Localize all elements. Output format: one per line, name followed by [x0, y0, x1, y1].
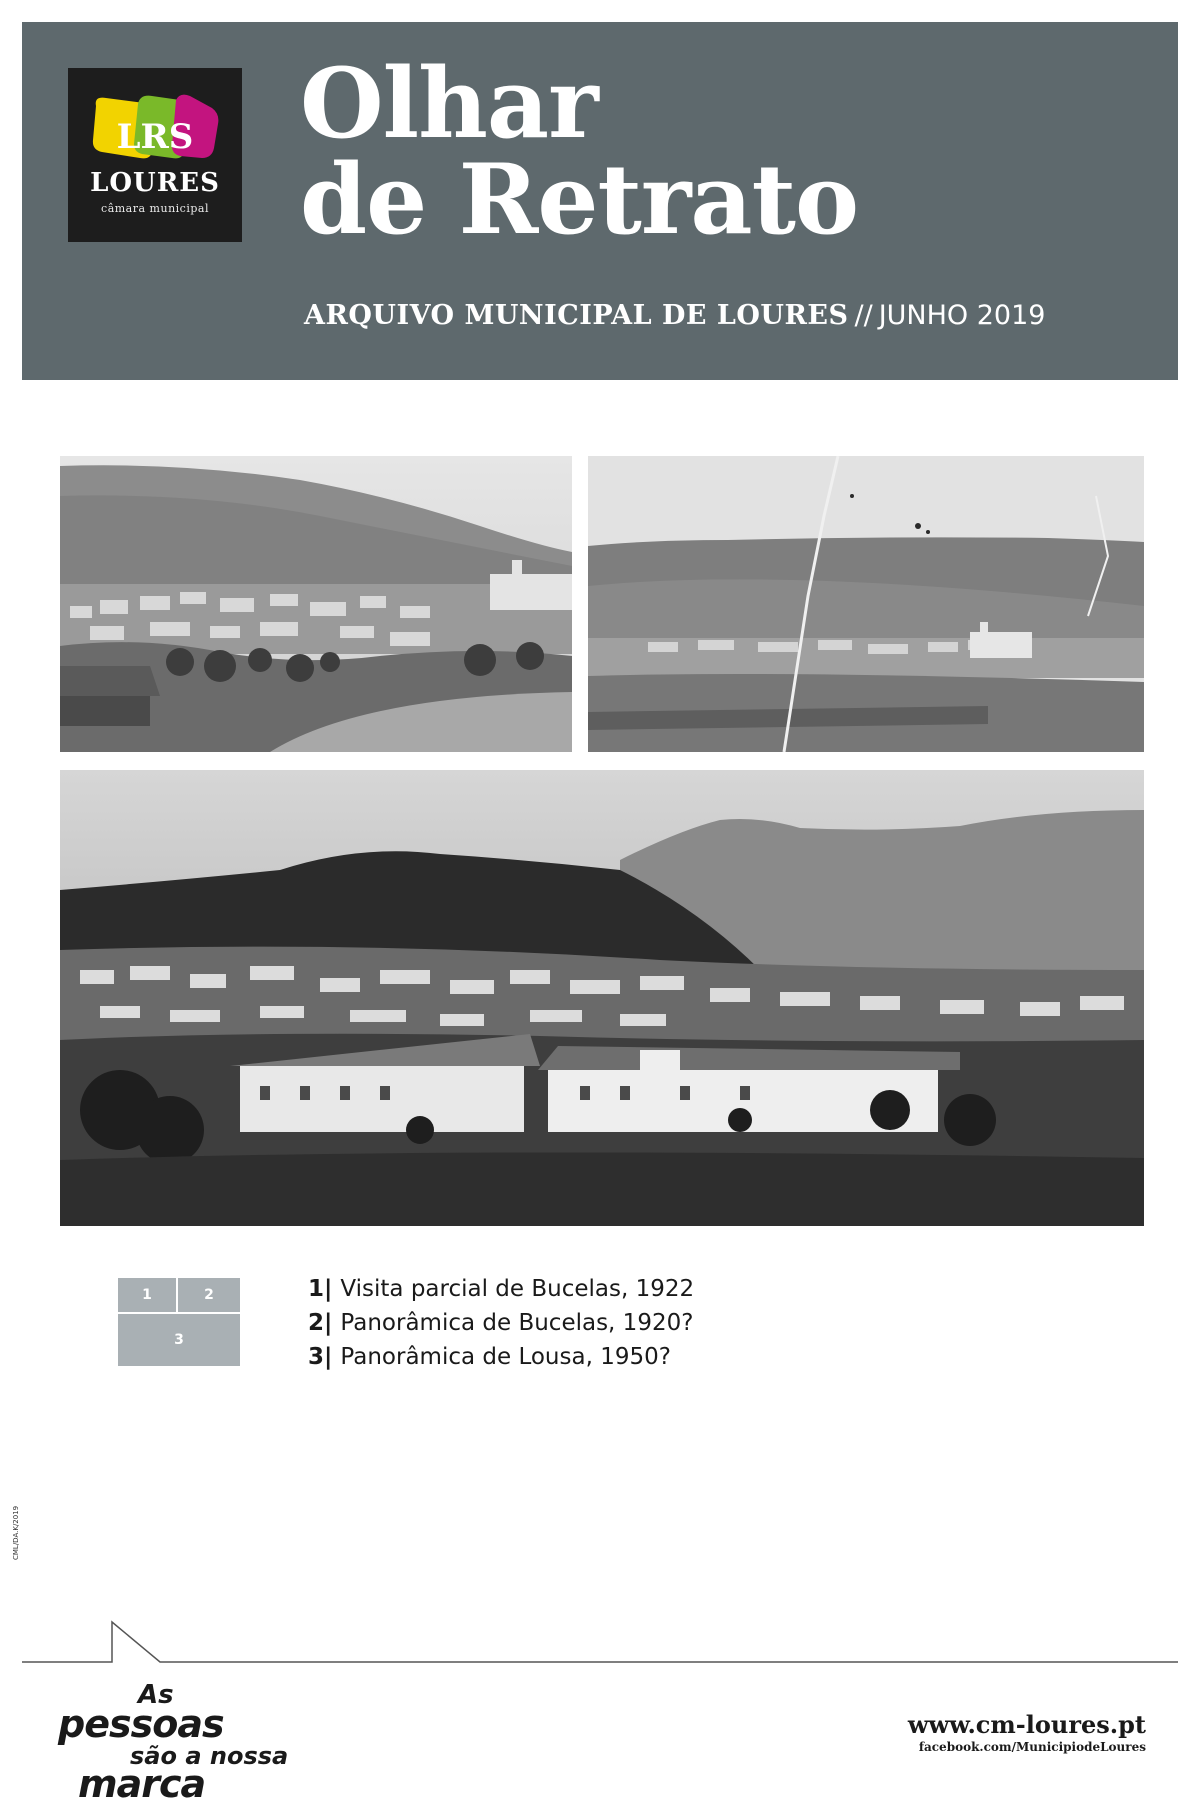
caption-number: 2| [308, 1310, 333, 1336]
logo-subtitle: câmara municipal [101, 202, 209, 215]
photo-2-bucelas-1920 [588, 456, 1144, 752]
title-line-1: Olhar [300, 47, 598, 160]
loures-logo [68, 68, 242, 242]
caption-item [308, 1340, 694, 1374]
photo-layout-legend [118, 1278, 240, 1366]
logo-mark-icon [68, 68, 242, 242]
caption-text: Panorâmica de Lousa, 1950? [340, 1344, 671, 1370]
caption-item [308, 1306, 694, 1340]
subtitle-date: JUNHO 2019 [878, 300, 1046, 331]
caption-number: 3| [308, 1344, 333, 1370]
photo-1-image [60, 456, 572, 752]
legend-cell-2: 2 [178, 1278, 240, 1312]
header-banner [22, 22, 1178, 380]
legend-cell-1: 1 [118, 1278, 176, 1312]
legend-cell-3: 3 [118, 1314, 240, 1366]
page-subtitle [304, 300, 1045, 331]
side-reference-code: CML/DA.K/2019 [12, 1505, 20, 1560]
slogan-line-2: pessoas [58, 1702, 224, 1746]
caption-text: Visita parcial de Bucelas, 1922 [340, 1276, 695, 1302]
page-title [300, 47, 858, 256]
photo-3-image [60, 770, 1144, 1226]
slogan-line-3: são a nossa [130, 1742, 289, 1770]
photo-captions [308, 1272, 694, 1374]
slogan-line-1: As [138, 1680, 174, 1710]
logo-name: LOURES [90, 168, 220, 198]
photo-1-bucelas-1922 [60, 456, 572, 752]
photo-2-image [588, 456, 1144, 752]
subtitle-separator: // [854, 300, 873, 331]
subtitle-archive: ARQUIVO MUNICIPAL DE LOURES [304, 300, 849, 331]
slogan-line-4: marca [78, 1762, 206, 1806]
caption-text: Panorâmica de Bucelas, 1920? [340, 1310, 694, 1336]
caption-number: 1| [308, 1276, 333, 1302]
footer-divider [0, 1618, 1200, 1668]
caption-item [308, 1272, 694, 1306]
logo-mark-text: LRS [116, 117, 194, 157]
photo-3-lousa-1950 [60, 770, 1144, 1226]
website-link[interactable]: www.cm-loures.pt [907, 1710, 1146, 1739]
contact-links [908, 1711, 1146, 1755]
facebook-link[interactable]: facebook.com/MunicipiodeLoures [918, 1740, 1146, 1754]
title-line-2: de Retrato [300, 143, 858, 256]
